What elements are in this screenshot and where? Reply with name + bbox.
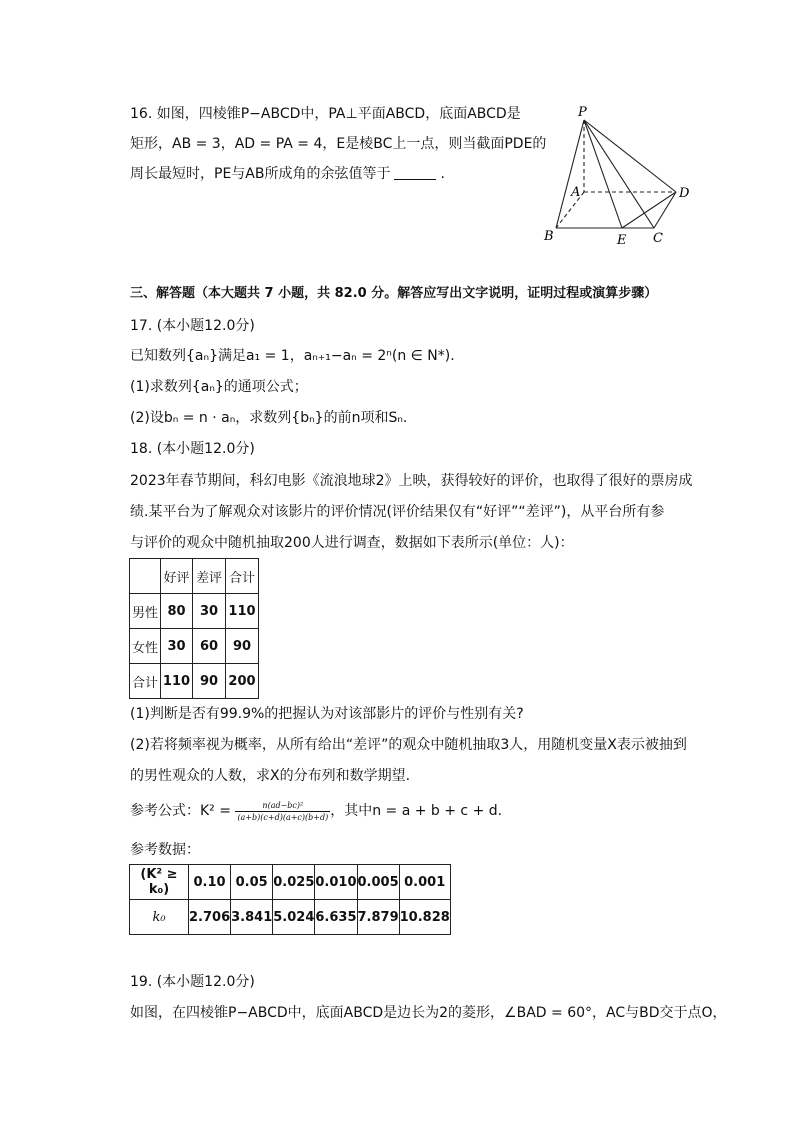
table-cell: 0.010 [315,865,357,900]
table-cell: 0.025 [273,865,315,900]
q18-part-2a: (2)若将频率视为概率，从所有给出“差评”的观众中随机抽取3人，用随机变量X表示被抽到 [130,737,687,753]
table-cell: 30 [161,629,193,664]
table-cell: 0.001 [399,865,450,900]
table-cell: 0.005 [357,865,399,900]
table-cell: 60 [193,629,226,664]
critical-value-table [129,864,451,935]
formula-tail: ，其中n = a + b + c + d. [330,803,503,819]
table-cell: 7.879 [357,900,399,935]
table-cell: 90 [226,629,259,664]
q19-line-1: 如图，在四棱锥P−ABCD中，底面ABCD是边长为2的菱形，∠BAD = 60°，AC与BD交于点O， [130,1005,727,1021]
formula-label: 参考公式：K² = [130,803,236,819]
q18-header: 18. (本小题12.0分) [130,441,255,457]
label-E: E [617,233,627,248]
q18-part-2b: 的男性观众的人数，求X的分布列和数学期望. [130,768,411,784]
label-B: B [544,229,554,244]
reference-data-label: 参考数据： [130,842,200,858]
q18-part-1: (1)判断是否有99.9%的把握认为对该部影片的评价与性别有关? [130,706,524,722]
table-cell: 90 [193,664,226,699]
table-cell: (K² ≥ k₀) [130,865,189,900]
q17-line-1: 已知数列{aₙ}满足a₁ = 1，aₙ₊₁−aₙ = 2ⁿ(n ∈ N*). [130,348,455,364]
label-C: C [653,231,663,246]
table-cell: 0.10 [189,865,231,900]
section-3-title: 三、解答题（本大题共 7 小题，共 82.0 分。解答应写出文字说明，证明过程或演算步骤） [130,286,658,301]
table-cell [130,559,161,594]
table-row [130,900,451,935]
formula-denominator: (a+b)(c+d)(a+c)(b+d) [237,812,329,822]
pyramid-figure [536,100,696,250]
label-D: D [679,186,690,201]
table-cell: 200 [226,664,259,699]
table-cell: 合计 [130,664,161,699]
q18-para-2: 绩.某平台为了解观众对该影片的评价情况(评价结果仅有“好评”“差评”)，从平台所有参 [130,504,665,520]
table-row [130,594,259,629]
table-row [130,865,451,900]
q18-para-1: 2023年春节期间，科幻电影《流浪地球2》上映，获得较好的评价，也取得了很好的票房成 [130,473,693,489]
formula-numerator: n(ad−bc)² [235,800,330,812]
table-cell: 110 [161,664,193,699]
table-cell: 女性 [130,629,161,664]
q18-para-3: 与评价的观众中随机抽取200人进行调查，数据如下表所示(单位：人)： [130,535,574,551]
label-P: P [578,105,587,120]
table-cell: 3.841 [231,900,273,935]
q17-header: 17. (本小题12.0分) [130,318,255,334]
table-cell: 合计 [226,559,259,594]
table-row [130,664,259,699]
q17-line-2: (1)求数列{aₙ}的通项公式； [130,379,308,395]
q16-line-3-end: . [440,166,445,182]
q16-line-2: 矩形，AB = 3，AD = PA = 4，E是棱BC上一点，则当截面PDE的 [130,136,547,152]
reference-formula [130,796,502,826]
q16-line-1: 16. 如图，四棱锥P−ABCD中，PA⊥平面ABCD，底面ABCD是 [130,106,521,122]
table-cell: 好评 [161,559,193,594]
formula-fraction [235,800,330,823]
table-cell: 2.706 [189,900,231,935]
answer-blank [394,165,436,180]
table-cell: 80 [161,594,193,629]
label-A: A [571,185,581,200]
table-cell: k₀ [130,900,189,935]
table-header-row [130,559,259,594]
table-cell: 10.828 [399,900,450,935]
table-row [130,629,259,664]
table-cell: 男性 [130,594,161,629]
q16-line-3 [130,164,445,184]
table-cell: 110 [226,594,259,629]
table-cell: 0.05 [231,865,273,900]
table-cell: 5.024 [273,900,315,935]
table-cell: 30 [193,594,226,629]
q19-header: 19. (本小题12.0分) [130,974,255,990]
table-cell: 6.635 [315,900,357,935]
q17-line-3: (2)设bₙ = n · aₙ，求数列{bₙ}的前n项和Sₙ. [130,410,408,426]
gender-rating-table [129,558,259,699]
table-cell: 差评 [193,559,226,594]
q16-line-3-text: 周长最短时，PE与AB所成角的余弦值等于 [130,166,391,182]
